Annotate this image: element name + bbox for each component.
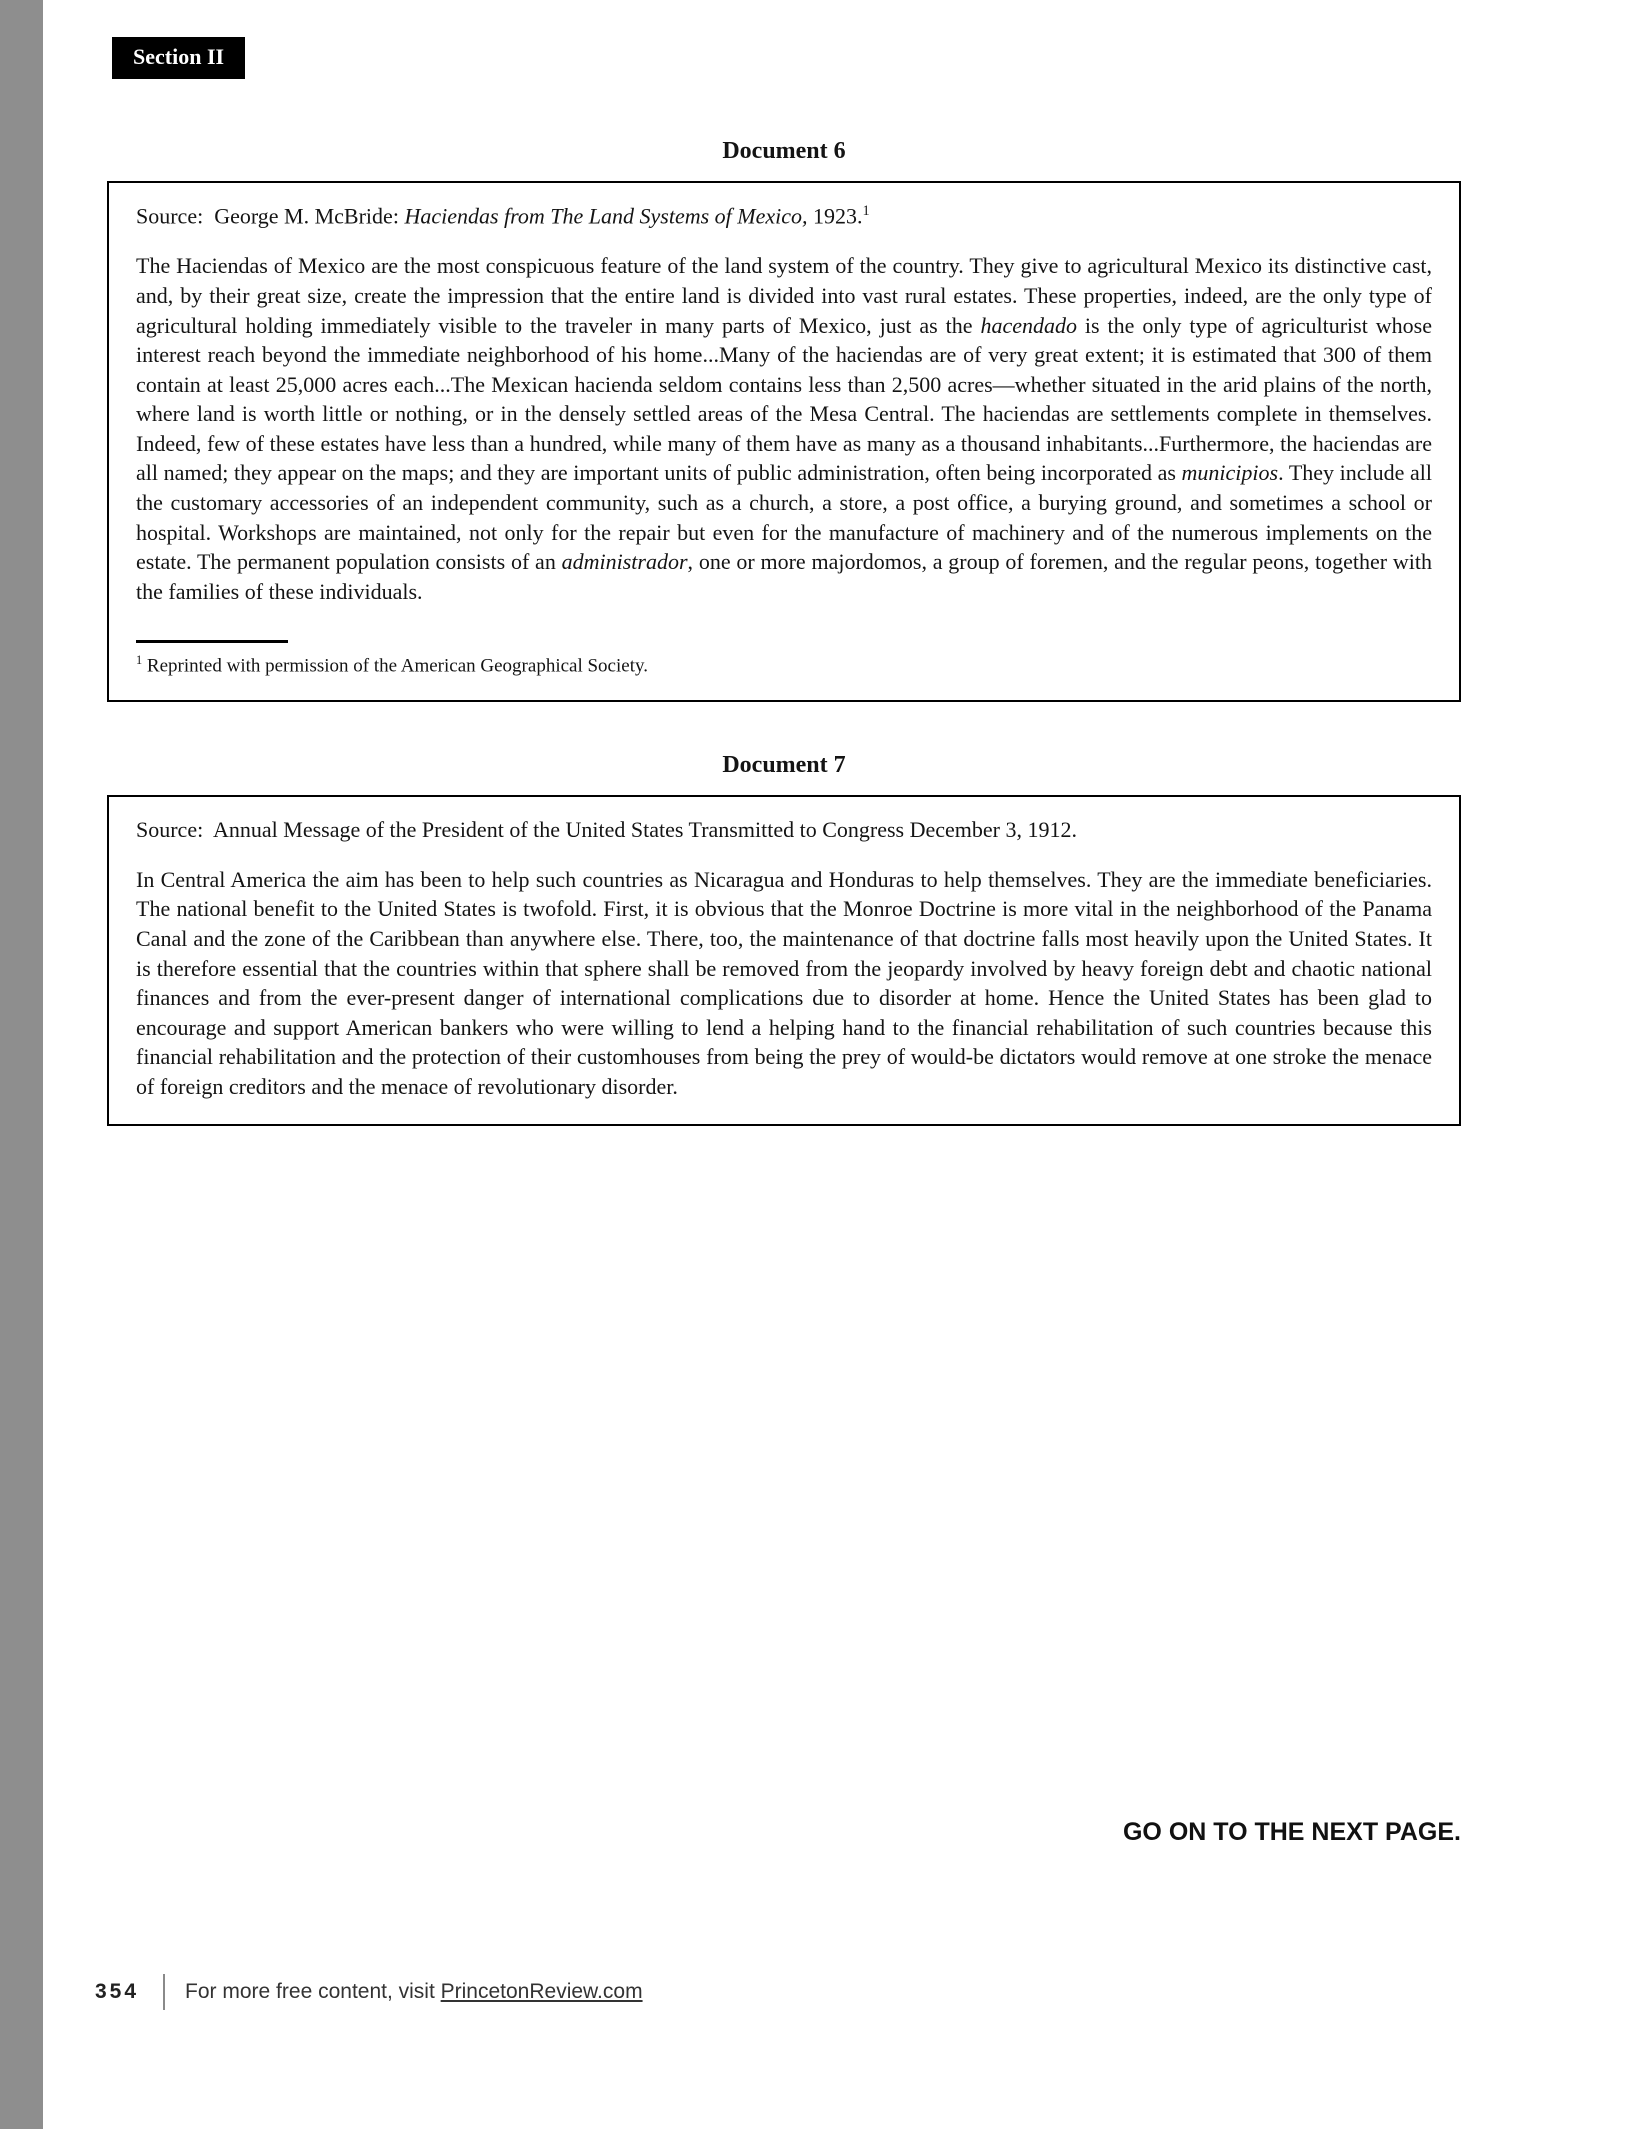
page-footer [95, 1974, 643, 2010]
document-7-body: In Central America the aim has been to help such countries as Nicaragua and Honduras to help themselves. They are the immediate beneficiaries. The national benefit to the United States is twofold. First, it is obvious that the Monroe Doctrine is more vital in the neighborhood of the Panama Canal and the zone of the Caribbean than anywhere else. There, too, the maintenance of that doctrine falls most heavily upon the United States. It is therefore essential that the countries within that sphere shall be removed from the jeopardy involved by heavy foreign debt and chaotic national finances and from the ever-present danger of international complications due to disorder at home. Hence the United States has been glad to encourage and support American bankers who were willing to lend a helping hand to the financial rehabilitation of such countries because this financial rehabilitation and the protection of their customhouses from being the prey of would-be dictators would remove at one stroke the menace of foreign creditors and the menace of revolutionary disorder. [136, 866, 1432, 1099]
document-6-heading: Document 6 [722, 138, 846, 164]
footer-text [185, 1980, 643, 2004]
document-7-heading: Document 7 [722, 751, 846, 778]
document-6-box [107, 181, 1461, 702]
go-on-text: GO ON TO THE NEXT PAGE. [1122, 1818, 1461, 1846]
page-number: 354 [95, 1980, 140, 2003]
document-6-footnote: $^1$ Reprinted with permission of the American Geographical Society. [136, 653, 649, 677]
document-7-source: Source: Annual Message of the President of the United States Transmitted to Congress December 3, 1912. [136, 816, 1077, 842]
document-7-box [107, 795, 1461, 1126]
footer-link[interactable]: PrincetonReview.com [440, 1980, 643, 2003]
document-6-body: The Haciendas of Mexico are the most conspicuous feature of the land system of the country. They give to agricultural Mexico its distinctive cast, and, by their great size, create the impression that the entire land is divided into vast rural estates. These properties, indeed, are the only type of agricultural holding immediately visible to the traveler in many parts of Mexico, just as the hacendado is the only type of agriculturist whose interest reach beyond the immediate neighborhood of his home...Many of the haciendas are of very great extent; it is estimated that 300 of them contain at least 25,000 acres each...The Mexican hacienda seldom contains less than 2,500 acres—whether situated in the arid plains of the north, where land is worth little or nothing, or in the densely settled areas of the Mesa Central. The haciendas are settlements complete in themselves. Indeed, few of these estates have less than a hundred, while many of them have as many as a thousand inhabitants...Furthermore, the haciendas are all named; they appear on the maps; and they are important units of public administration, often being incorporated as municipios. They include all the customary accessories of an independent community, such as a church, a store, a post office, a burying ground, and sometimes a school or hospital. Workshops are maintained, not only for the repair but even for the manufacture of machinery and of the numerous implements on the estate. The permanent population consists of an administrador, one or more majordomos, a group of foremen, and the regular peons, together with the families of these individuals. [136, 253, 1433, 604]
footer-text-label: For more free content, visit [185, 1980, 441, 2003]
section-label: Section II [112, 37, 245, 79]
page-content [107, 138, 1461, 1126]
footnote-rule [136, 640, 288, 643]
page-edge-bar [0, 0, 43, 2129]
document-6-source: Source: George M. McBride: Haciendas from The Land Systems of Mexico, 1923.$^1$ [136, 203, 870, 229]
footer-divider [163, 1974, 165, 2010]
